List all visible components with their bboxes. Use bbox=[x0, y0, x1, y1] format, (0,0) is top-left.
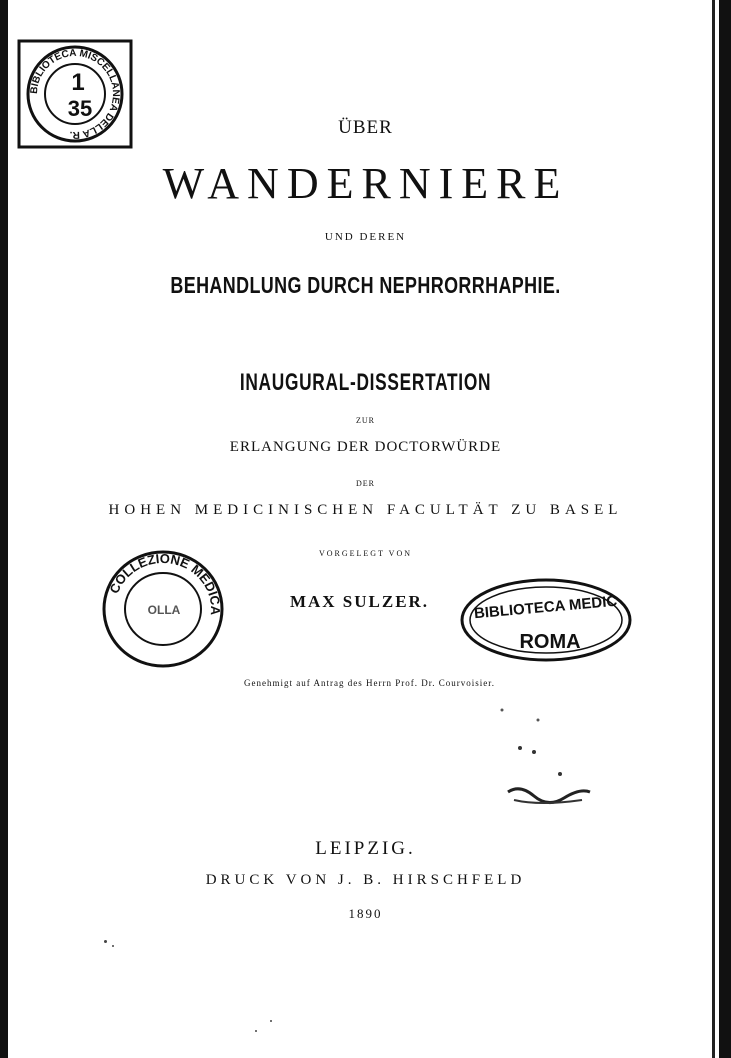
text-vorgelegt: VORGELEGT VON bbox=[318, 549, 413, 558]
text-der: DER bbox=[356, 479, 375, 488]
main-title: WANDERNIERE bbox=[162, 159, 569, 208]
stamp-center-text: OLLA bbox=[147, 603, 181, 617]
scan-speck bbox=[112, 945, 114, 947]
title-uber: ÜBER bbox=[338, 117, 393, 138]
printer: DRUCK VON J. B. HIRSCHFELD bbox=[205, 872, 526, 888]
collection-stamp-left bbox=[100, 548, 226, 670]
subtitle: BEHANDLUNG DURCH NEPHRORRHAPHIE. bbox=[170, 272, 561, 298]
scan-speck bbox=[270, 1020, 272, 1022]
stamp-ring-text: COLLEZIONE MEDICA bbox=[106, 550, 224, 616]
scan-speck bbox=[255, 1030, 257, 1032]
author-name: MAX SULZER. bbox=[289, 592, 430, 611]
ink-smudge bbox=[490, 700, 600, 810]
text-erlangung: ERLANGUNG DER DOCTORWÜRDE bbox=[229, 439, 502, 455]
dissertation-heading: INAUGURAL-DISSERTATION bbox=[239, 369, 492, 396]
stamp-number-1: 1 bbox=[71, 69, 85, 96]
title-und-deren: UND DEREN bbox=[324, 231, 407, 243]
stamp-bottom-text: ROMA bbox=[519, 631, 581, 653]
stamp-top-text: BIBLIOTECA MEDIC bbox=[473, 592, 618, 623]
library-stamp-right bbox=[458, 576, 634, 664]
stamp-number-2: 35 bbox=[67, 96, 93, 121]
stamp-ring-text: BIBLIOTECA MISCELLANEA DELLA R. bbox=[28, 47, 122, 141]
approval-note: Genehmigt auf Antrag des Herrn Prof. Dr. Courvoisier. bbox=[244, 678, 495, 688]
scan-speck bbox=[104, 940, 107, 943]
faculty-line: HOHEN MEDICINISCHEN FACULTÄT ZU BASEL bbox=[108, 502, 623, 518]
text-zur: ZUR bbox=[356, 416, 375, 425]
city: LEIPZIG. bbox=[315, 838, 416, 859]
year: 1890 bbox=[348, 906, 383, 921]
